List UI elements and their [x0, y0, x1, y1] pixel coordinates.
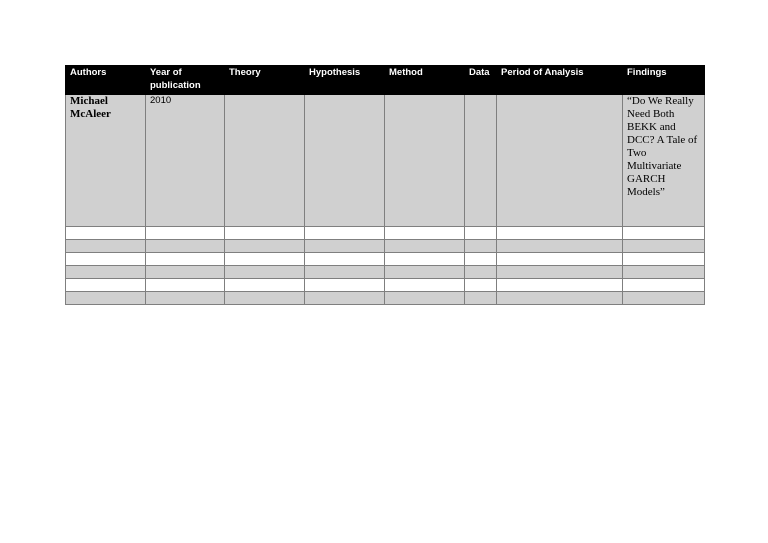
table-cell	[385, 227, 465, 240]
table-cell	[225, 266, 305, 279]
table-cell	[623, 279, 705, 292]
table-cell	[497, 240, 623, 253]
table-cell	[66, 266, 146, 279]
table-cell	[385, 266, 465, 279]
table-cell	[305, 240, 385, 253]
table-cell	[465, 240, 497, 253]
table-cell	[465, 253, 497, 266]
table-row	[66, 95, 705, 227]
year-cell: 2010	[146, 95, 225, 227]
table-cell	[385, 279, 465, 292]
table-cell	[623, 292, 705, 305]
header-theory: Theory	[225, 66, 305, 95]
table-row	[66, 253, 705, 266]
table-row	[66, 279, 705, 292]
table-cell	[225, 292, 305, 305]
empty-rows	[66, 227, 705, 305]
header-findings: Findings	[623, 66, 705, 95]
table-cell	[497, 253, 623, 266]
table-row	[66, 292, 705, 305]
header-method: Method	[385, 66, 465, 95]
header-authors: Authors	[66, 66, 146, 95]
theory-cell	[225, 95, 305, 227]
table-cell	[66, 240, 146, 253]
table-cell	[225, 279, 305, 292]
table-cell	[66, 253, 146, 266]
table-row	[66, 266, 705, 279]
table-cell	[146, 266, 225, 279]
table-cell	[465, 227, 497, 240]
table-cell	[66, 292, 146, 305]
table-cell	[465, 292, 497, 305]
author-cell: Michael McAleer	[66, 95, 146, 227]
table-cell	[66, 279, 146, 292]
method-cell	[385, 95, 465, 227]
table-cell	[305, 253, 385, 266]
table-cell	[497, 266, 623, 279]
literature-review-table	[65, 65, 705, 305]
table-cell	[385, 292, 465, 305]
table-cell	[66, 227, 146, 240]
table-cell	[146, 227, 225, 240]
header-hypothesis: Hypothesis	[305, 66, 385, 95]
table-cell	[305, 279, 385, 292]
table-cell	[305, 227, 385, 240]
header-data: Data	[465, 66, 497, 95]
table-cell	[385, 253, 465, 266]
table-cell	[465, 279, 497, 292]
table-header-row	[66, 66, 705, 95]
table-cell	[146, 253, 225, 266]
table-cell	[225, 240, 305, 253]
header-year-of-publication: Year of publication	[146, 66, 225, 95]
table-cell	[623, 227, 705, 240]
table-cell	[385, 240, 465, 253]
table-cell	[623, 240, 705, 253]
table-row	[66, 227, 705, 240]
table-cell	[497, 227, 623, 240]
findings-cell: “Do We Really Need Both BEKK and DCC? A Tale of Two Multivariate GARCH Models”	[623, 95, 705, 227]
table-cell	[225, 227, 305, 240]
table-cell	[623, 266, 705, 279]
table-cell	[623, 253, 705, 266]
period-cell	[497, 95, 623, 227]
table-cell	[497, 279, 623, 292]
table-cell	[305, 266, 385, 279]
table-cell	[465, 266, 497, 279]
table-cell	[146, 240, 225, 253]
table-cell	[305, 292, 385, 305]
table-cell	[146, 279, 225, 292]
header-period-of-analysis: Period of Analysis	[497, 66, 623, 95]
hypothesis-cell	[305, 95, 385, 227]
table-row	[66, 240, 705, 253]
table-cell	[146, 292, 225, 305]
table-cell	[497, 292, 623, 305]
data-cell	[465, 95, 497, 227]
table-cell	[225, 253, 305, 266]
